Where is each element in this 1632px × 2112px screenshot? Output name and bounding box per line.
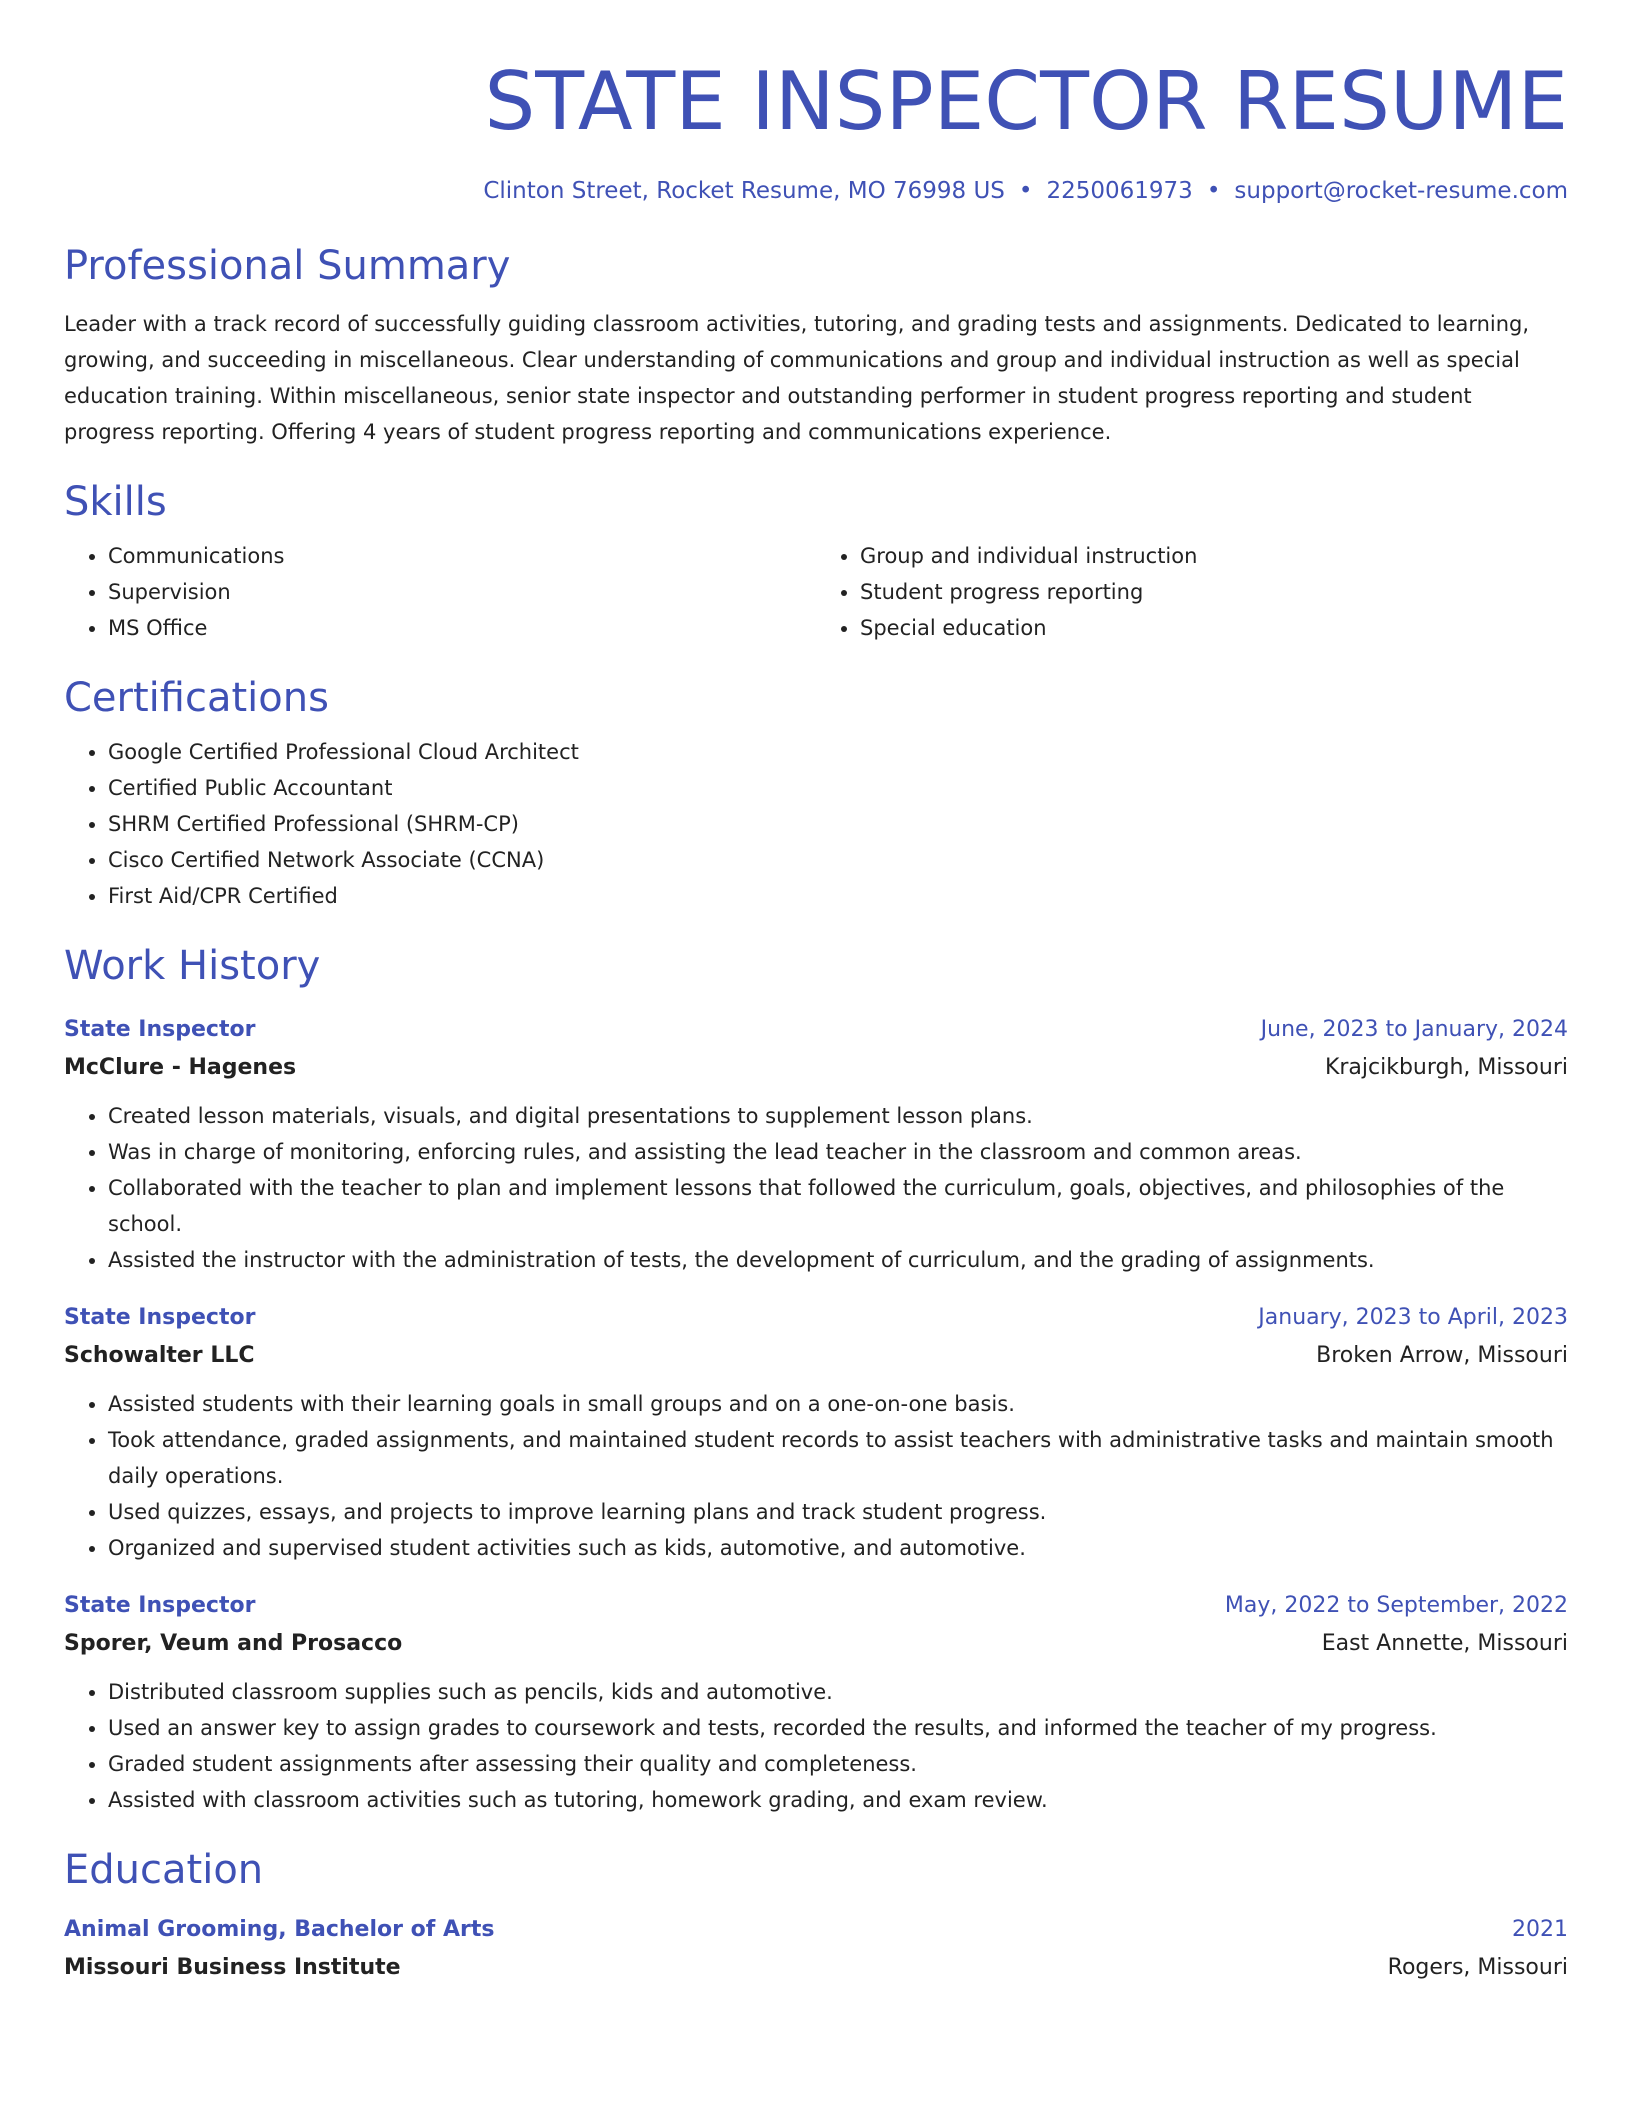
contact-line [64, 176, 1568, 206]
certifications-heading: Certifications [64, 675, 329, 721]
contact-email[interactable]: support@rocket-resume.com [1234, 178, 1568, 204]
job-dates: May, 2022 to September, 2022 [1224, 1593, 1568, 1618]
job-location: Broken Arrow, Missouri [1316, 1343, 1568, 1368]
job-location: Krajcikburgh, Missouri [1324, 1055, 1568, 1080]
skill-item: • Supervision [108, 574, 816, 610]
summary-text: Leader with a track record of successfully guiding classroom activities, tutoring, and grading tests and assignments. Dedicated to learning, growing, and succeeding in miscellaneous. Clear understanding of communications and group and individual instruction as well as special education training. Within miscellaneous, senior state inspector and outstanding performer in student progress reporting and student progress reporting. Offering 4 years of student progress reporting and communications experience. [64, 312, 1530, 444]
skills-heading: Skills [64, 479, 167, 525]
job-bullets [64, 1674, 1568, 1818]
contact-separator: • [1018, 178, 1033, 204]
job-bullet: • Graded student assignments after assessing their quality and completeness. [108, 1746, 1568, 1782]
skills-column-left [64, 538, 816, 646]
skill-item: • Group and individual instruction [860, 538, 1568, 574]
job-bullet: • Assisted the instructor with the administration of tests, the development of curriculum, and the grading of assignments. [108, 1242, 1568, 1278]
job-location: East Annette, Missouri [1321, 1631, 1568, 1656]
job-header [64, 1588, 1568, 1624]
job-dates: June, 2023 to January, 2024 [1260, 1017, 1568, 1042]
certifications-list [64, 734, 1568, 914]
education-year: 2021 [1512, 1917, 1568, 1942]
certification-item: • Cisco Certified Network Associate (CCNA) [108, 842, 1568, 878]
job-company: Sporer, Veum and Prosacco [64, 1631, 403, 1656]
education-heading: Education [64, 1847, 264, 1893]
skill-item: • Special education [860, 610, 1568, 646]
skill-item: • Student progress reporting [860, 574, 1568, 610]
job-bullet: • Collaborated with the teacher to plan and implement lessons that followed the curriculum, goals, objectives, and philosophies of the school. [108, 1170, 1568, 1242]
job-entry [64, 1300, 1568, 1566]
job-header [64, 1300, 1568, 1336]
certification-item: • SHRM Certified Professional (SHRM-CP) [108, 806, 1568, 842]
education-degree: Animal Grooming, Bachelor of Arts [64, 1917, 495, 1942]
job-title: State Inspector [64, 1017, 256, 1042]
job-title: State Inspector [64, 1593, 256, 1618]
job-bullet: • Assisted students with their learning goals in small groups and on a one-on-one basis. [108, 1386, 1568, 1422]
skill-item: • Communications [108, 538, 816, 574]
skill-item: • MS Office [108, 610, 816, 646]
job-dates: January, 2023 to April, 2023 [1258, 1305, 1568, 1330]
job-bullet: • Used an answer key to assign grades to coursework and tests, recorded the results, and informed the teacher of my progress. [108, 1710, 1568, 1746]
job-header [64, 1012, 1568, 1048]
certification-item: • First Aid/CPR Certified [108, 878, 1568, 914]
resume-title: STATE INSPECTOR RESUME [484, 55, 1568, 148]
job-bullet: • Used quizzes, essays, and projects to improve learning plans and track student progress. [108, 1494, 1568, 1530]
contact-phone: 2250061973 [1046, 178, 1193, 204]
contact-separator: • [1206, 178, 1221, 204]
education-subheader [64, 1948, 1568, 1988]
job-entry [64, 1012, 1568, 1278]
job-bullet: • Assisted with classroom activities such as tutoring, homework grading, and exam review. [108, 1782, 1568, 1818]
job-bullets [64, 1098, 1568, 1278]
job-bullet: • Created lesson materials, visuals, and digital presentations to supplement lesson plans. [108, 1098, 1568, 1134]
work-history-heading: Work History [64, 943, 321, 989]
job-entry [64, 1588, 1568, 1818]
job-bullet: • Was in charge of monitoring, enforcing rules, and assisting the lead teacher in the classroom and common areas. [108, 1134, 1568, 1170]
job-title: State Inspector [64, 1305, 256, 1330]
education-header [64, 1912, 1568, 1948]
job-company: McClure - Hagenes [64, 1055, 297, 1080]
skills-column-right [816, 538, 1568, 646]
job-bullets [64, 1386, 1568, 1566]
certification-item: • Certified Public Accountant [108, 770, 1568, 806]
job-subheader [64, 1624, 1568, 1664]
education-entry [64, 1912, 1568, 1988]
certification-item: • Google Certified Professional Cloud Architect [108, 734, 1568, 770]
education-school: Missouri Business Institute [64, 1955, 401, 1980]
job-bullet: • Took attendance, graded assignments, and maintained student records to assist teachers with administrative tasks and maintain smooth daily operations. [108, 1422, 1568, 1494]
job-subheader [64, 1336, 1568, 1376]
job-subheader [64, 1048, 1568, 1088]
job-bullet: • Organized and supervised student activities such as kids, automotive, and automotive. [108, 1530, 1568, 1566]
skills-list [64, 538, 1568, 646]
resume-page [64, 0, 1568, 1988]
job-bullet: • Distributed classroom supplies such as pencils, kids and automotive. [108, 1674, 1568, 1710]
education-location: Rogers, Missouri [1387, 1955, 1568, 1980]
contact-address: Clinton Street, Rocket Resume, MO 76998 US [483, 178, 1005, 204]
summary-heading: Professional Summary [64, 243, 511, 289]
job-company: Schowalter LLC [64, 1343, 255, 1368]
